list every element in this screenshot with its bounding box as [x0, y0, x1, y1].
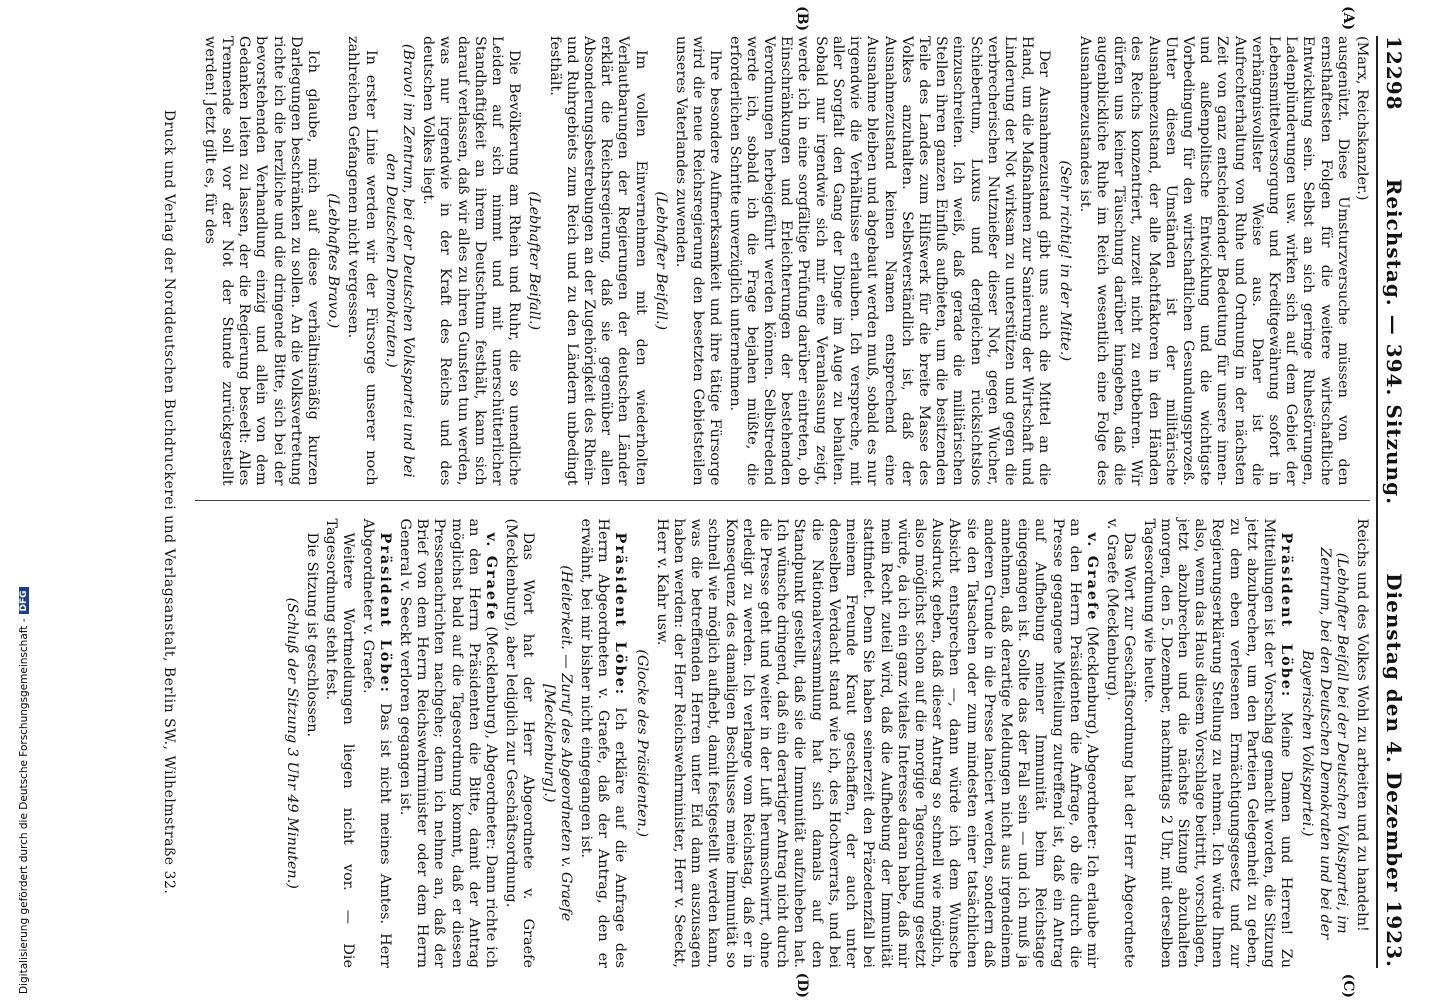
paragraph-text: Meine Damen und Herren! Zu Mitteilungen ist der Vorschlag gemacht worden, die Sitzung jetzt abzubrechen, um den Parteien Gelegenheit zu geben, zu dem eben verlesenen Ermächtigungsgesetz und zur Regierungserklärung Stellung zu nehmen. Ich würde Ihnen also, wenn das Haus diesem Vorschlage beitritt, vorschlagen, jetzt abzubrechen und die nächste Sitzung abzuhalten morgen, den 5. Dezember, nachmittags 2 Uhr, mit derselben Tagesordnung wie heute.	[1140, 518, 1295, 969]
page-number: 12298	[1382, 36, 1406, 111]
dfg-logo: DFG	[19, 587, 29, 614]
interjection: (Bravo! im Zentrum, bei der Deutschen Volkspartei und bei den Deutschen Demokraten.)	[382, 43, 417, 478]
page-date: Dienstag den 4. Dezember 1923.	[1382, 573, 1406, 968]
paragraph: In erster Linie werden wir der Fürsorge unserer noch zahlreichen Gefangenen nicht vergessen.	[345, 36, 379, 486]
interjection: (Lebhafter Beifall.)	[526, 191, 543, 331]
interjection: (Glocke des Präsidenten.)	[633, 649, 650, 838]
paragraph: Der Ausnahmezustand gibt uns auch die Mittel an die Hand, um die Maßnahmen zur Sanierung der Wirtschaft und Linderung der Not wirksam zu unterstützen und gegen die verbrecherischen Nutznießer dieser Not, gegen Wucher, Schiebertum, Luxus und dergleichen rücksichtslos einzuschreiten. Ich weiß, daß gerade die militärischen Stellen ihren ganzen Einfluß aufbieten, um die besitzenden Teile des Landes zum Hilfswerk für die breite Masse des Volkes anzuhalten. Selbstverständlich ist, daß der Ausnahmezustand keinen Namen entsprechend eine Ausnahme bleiben und abgebaut werden muß, sobald es nur irgendwie die Verhältnisse erlauben. Ich verspreche, mit aller Sorgfalt den Gang der Dinge im Auge zu behalten. Sobald nur irgendwie sich mir eine Veranlassung zeigt, werde ich in eine sorgfältige Prüfung darüber eintreten, ob Einschränkungen und Erleichterungen der bestehenden Verordnungen herbeigeführt werden können. Selbstredend werde ich, sobald ich die Frage bejahen müßte, die erforderlichen Schritte unverzüglich unternehmen.	[726, 36, 1053, 486]
text-columns	[195, 6, 1370, 998]
margin-marker-a: (A)	[1340, 6, 1356, 31]
paragraph: Reichs und des Volkes Wohl zu arbeiten und zu handeln!	[1354, 518, 1370, 932]
interjection: (Sehr richtig! in der Mitte.)	[1056, 160, 1073, 362]
left-column	[195, 6, 1370, 501]
paragraph: ausgenützt. Diese Umsturzversuche müssen von den ernsthaftesten Folgen für die weitere wirtschaftliche Entwicklung sein. Selbst an sich geringe Ruhestörungen, Ladenplünderungen usw. wirken sich auf dem Gebiet der Lebensmittelversorgung und Kreditgewährung sofort in verhängnisvollster Weise aus. Daher ist die Aufrechterhaltung von Ruhe und Ordnung in der nächsten Zeit von ganz entscheidender Bedeutung für unsere innen- und außenpolitische Entwicklung und die wichtigste Vorbedingung für den wirtschaftlichen Gesundungsprozeß. Unter diesen Umständen ist der militärische Ausnahmezustand, der alle Machtfaktoren in den Händen des Reichs konzentriert, zurzeit nicht zu entbehren. Wir dürfen uns keiner Täuschung darüber hingeben, daß die augenblickliche Ruhe im Reich wesentlich eine Folge des Ausnahmezustandes ist.	[1076, 36, 1351, 486]
paragraph: Ihre besondere Aufmerksamkeit und ihre tätige Fürsorge wird die neue Reichsregierung den besetzten Gebietsteilen unseres Vaterlandes zuwenden.	[673, 36, 724, 486]
paragraph: Die Bevölkerung am Rhein und Ruhr, die so unendliche Leiden auf sich nimmt und mit unerschütterlicher Standhaftigkeit an ihrem Deutschtum festhält, kann sich darauf verlassen, daß wir alles zu ihren Gunsten tun werden, was nur irgendwie in der Kraft des Reichs und des deutschen Volkes liegt.	[420, 36, 523, 486]
paragraph-text: Ich erkläre auf die Anfrage des Herrn Abgeordneten v. Graefe, daß der Antrag, den er erwähnt, bei mir bisher nicht eingegangen ist.	[578, 518, 629, 968]
right-column	[195, 518, 1370, 998]
margin-marker-c: (C)	[1340, 973, 1356, 998]
paragraph: Das Wort hat der Herr Abgeordnete v. Graefe (Mecklenburg), aber lediglich zur Geschäftsordnung.	[503, 518, 537, 968]
interjection: (Lebhaftes Bravo.)	[325, 193, 342, 329]
speaker-name: Präsident Löbe:	[376, 532, 394, 694]
paragraph: Im vollen Einvernehmen mit den wiederholten Verlautbarungen der Regierungen der deutschen Länder erklärt die Reichsregierung, daß sie gegenüber allen Absonderungsbestrebungen an der Zugehörigkeit des Rhein- und Ruhrgebiets zum Reich und zu den Ländern unbedingt festhält.	[546, 36, 649, 486]
paragraph-text: (Mecklenburg), Abgeordneter: Ich erlaube mir an den Herrn Präsidenten die Anfrage, ob die durch die Presse gegangene Mitteilung zutreffend ist, daß ein Antrag auf Aufhebung meiner Immunität beim Reichstage eingegangen ist. Sollte das der Fall sein — und ich muß ja annehmen, daß derartige Meldungen nicht aus irgendeinem anderen Grunde in die Presse lanciert werden, sondern daß sie den Tatsachen oder zum mindesten einer tatsächlichen Absicht entsprechen —, dann würde ich dem Wunsche Ausdruck geben, daß dieser Antrag so schnell wie möglich, also möglichst schon auf die morgige Tagesordnung gesetzt würde, da ich ein ganz vitales Interesse daran habe, daß mir mein Recht zuteil wird, daß die Aufhebung der Immunität stattfindet. Denn Sie haben seinerzeit den Präzedenzfall bei meinem Freunde Kraut geschaffen, der auch unter denselben Verdacht stand wie ich, des Hochverrats, und bei die Nationalversammlung hat sich damals auf den Standpunkt gestellt, daß sie die Immunität aufzuheben hat. Ich wünsche dringend, daß ein derartiger Antrag nicht durch die Presse geht und weiter in der Luft herumschwirrt, ohne erledigt zu werden. Ich verlange vom Reichstag, daß er in Konsequenz des damaligen Beschlusses meine Immunität so schnell wie möglich aufhebt, damit festgestellt werden kann, was die betreffenden Herren unter Eid dann auszusagen haben werden: der Herr Reichswehrminister, Herr v. Seeckt, Herr v. Kahr usw.	[653, 518, 1100, 969]
digitization-note	[16, 0, 32, 1000]
margin-marker-b: (B)	[794, 6, 810, 32]
paragraph: Die Sitzung ist geschlossen.	[304, 532, 321, 738]
digitization-text: Digitalisierung gefördert durch die Deutsche Forschungsgemeinschaft -	[18, 618, 30, 994]
paragraph: Weitere Wortmeldungen liegen nicht vor. — Die Tagesordnung steht fest.	[323, 518, 357, 968]
interjection: (Heiterkeit. — Zuruf des Abgeordneten v. Graefe [Mecklenburg].)	[540, 565, 574, 922]
speaker-note: (Marx, Reichskanzler.)	[1354, 36, 1370, 201]
speaker-name: Präsident Löbe:	[612, 532, 630, 697]
imprint-footer: Druck und Verlag der Norddeutschen Buchdruckerei und Verlagsanstalt, Berlin SW., Wilhelmstraße 32.	[161, 109, 177, 895]
interjection: (Lebhafter Beifall bei der Deutschen Volkspartei, im Zentrum, bei den Deutschen Demokraten und bei der Bayerischen Volkspartei.)	[1299, 547, 1350, 940]
speaker-name: v. Graefe	[1083, 532, 1101, 622]
paragraph: Ich glaube, mich auf diese verhältnismäßig kurzen Darlegungen beschränken zu sollen. An die Volksvertretung richte ich die herzliche und die dringende Bitte, sich bei der bevorstehenden Verhandlung einzig und allein von dem Gedanken leiten zu lassen, der die Regierung beseelt: Alles Trennende soll vor der Not der Stunde zurückgestellt werden! Jetzt gilt es, für des	[201, 36, 322, 486]
page-header	[1376, 36, 1406, 968]
interjection: (Lebhafter Beifall.)	[652, 191, 669, 331]
session-end-note: (Schluß der Sitzung 3 Uhr 49 Minuten.)	[283, 597, 300, 889]
paragraph: Das Wort zur Geschäftsordnung hat der Herr Abgeordnete v. Graefe (Mecklenburg).	[1104, 518, 1138, 968]
page-title: Reichstag. — 394. Sitzung.	[1382, 178, 1406, 506]
paragraph-text: (Mecklenburg), Abgeordneter: Dann richte ich an den Herrn Präsidenten die Bitte, damit der Antrag möglichst bald auf die Tagesordnung kommt, daß er diesen Pressenachrichten nachgehe; denn ich nehme an, daß der Brief von dem Herrn Reichswehrminister oder dem Herrn General v. Seeckt verloren gegangen ist.	[397, 518, 500, 968]
paragraph-text: Das ist nicht meines Amtes. Herr Abgeordneter v. Graefe.	[359, 518, 393, 968]
margin-marker-d: (D)	[794, 972, 810, 998]
speaker-name: v. Graefe	[483, 532, 501, 622]
speaker-name: Präsident Löbe:	[1278, 532, 1296, 699]
